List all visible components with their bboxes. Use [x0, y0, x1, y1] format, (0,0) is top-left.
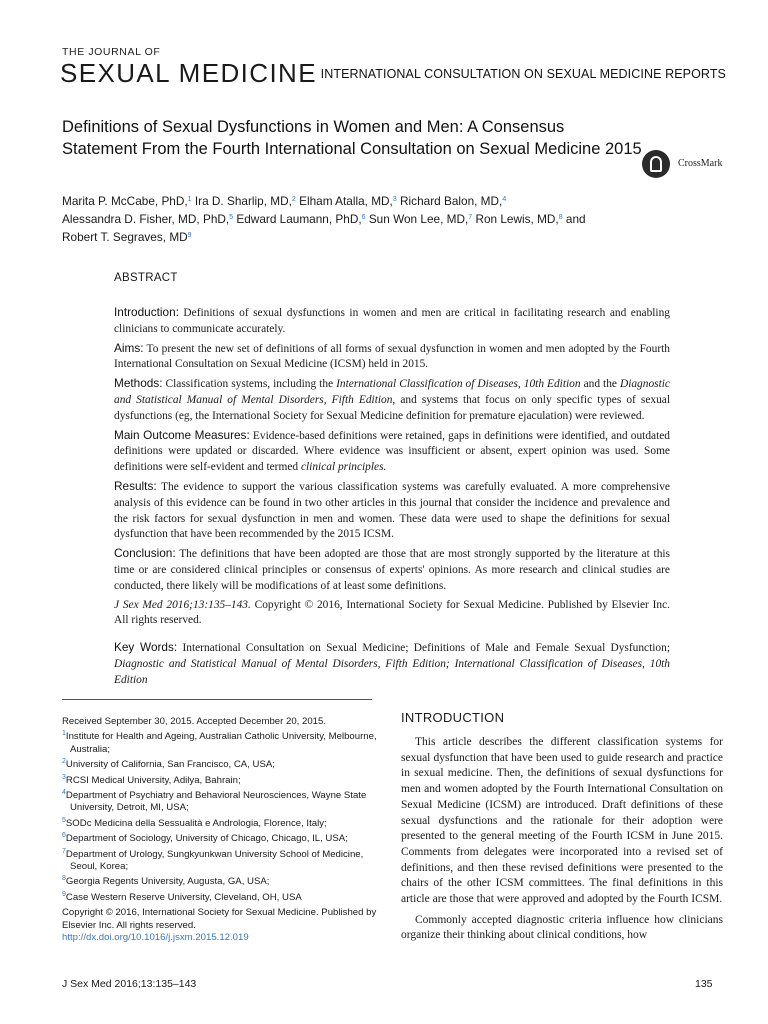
affiliation-text: Case Western Reserve University, Cleveland, OH, USA [65, 891, 302, 903]
abstract-text: Evidence-based definitions were retained, gaps in definitions were identified, and outdated definitions were updated or discarded. Where evidence was insufficient or absent, expert opinion was used. Some definitions were self-evident and termed [114, 429, 670, 474]
section-heading: INTERNATIONAL CONSULTATION ON SEXUAL MEDICINE REPORTS [320, 67, 726, 81]
footer-citation: J Sex Med 2016;13:135–143 [62, 978, 197, 990]
abstract-outcome [114, 428, 670, 476]
abstract-label: Key Words: [114, 640, 178, 655]
abstract-italic: International Classification of Diseases, 10th Edition [336, 378, 581, 391]
affiliation-number: 3 [62, 773, 66, 781]
paragraph: Commonly accepted diagnostic criteria influence how clinicians organize their thinking about clinical conditions, how [401, 913, 723, 942]
affiliation-number: 4 [62, 789, 66, 797]
author: Ira D. Sharlip, MD, [194, 194, 292, 208]
copyright-text: Copyright © 2016, International Society for Sexual Medicine. Published by Elsevier Inc. All rights reserved. [62, 907, 377, 931]
author: Marita P. McCabe, PhD, [62, 194, 188, 208]
abstract-keywords [114, 640, 670, 688]
doi-link[interactable]: http://dx.doi.org/10.1016/j.jsxm.2015.12.019 [62, 932, 249, 944]
crossmark-label: CrossMark [678, 158, 723, 169]
abstract-introduction [114, 305, 670, 338]
abstract-text: Classification systems, including the [165, 378, 334, 391]
keywords-text: International Consultation on Sexual Medicine; Definitions of Male and Female Sexual Dysfunction; [182, 642, 670, 655]
abstract-methods [114, 376, 670, 424]
abstract-label: Aims: [114, 340, 144, 355]
affiliation-text: University of California, San Francisco, CA, USA; [65, 759, 275, 771]
abstract-label: Conclusion: [114, 546, 176, 561]
journal-name-small: THE JOURNAL OF [62, 46, 161, 58]
page-number: 135 [695, 978, 713, 990]
affiliation-marker[interactable]: 4 [502, 196, 507, 203]
affiliation-number: 1 [62, 730, 66, 738]
crossmark-badge[interactable] [640, 148, 750, 184]
affiliation-marker[interactable]: 1 [187, 196, 192, 203]
affiliation-number: 8 [62, 875, 66, 883]
citation-text: Copyright © 2016, International Society for Sexual Medicine. Published by Elsevier Inc. All rights reserved. [114, 598, 670, 627]
affiliation [62, 818, 382, 830]
crossmark-icon [642, 150, 670, 178]
affiliation-marker[interactable]: 6 [361, 214, 366, 221]
abstract-body [114, 305, 670, 692]
abstract-results [114, 479, 670, 543]
affiliation-number: 6 [62, 832, 66, 840]
abstract-italic: clinical principles. [300, 461, 387, 474]
abstract-label: Results: [114, 478, 157, 493]
affiliation [62, 759, 382, 771]
affiliation-text: SODc Medicina della Sessualità e Andrologia, Florence, Italy; [65, 817, 327, 829]
affiliation [62, 892, 382, 904]
article-title: Definitions of Sexual Dysfunctions in Women and Men: A Consensus Statement From the Fourth International Consultation on Sexual Medicine 2015 [62, 118, 642, 158]
affiliation-text: Institute for Health and Ageing, Australian Catholic University, Melbourne, Australia; [65, 731, 377, 755]
abstract-text: The evidence to support the various classification systems was carefully evaluated. A more comprehensive analysis of this evidence can be found in two other articles in this journal that consider the incidence and prevalence and the risk factors for sexual dysfunction in men and women. These data were used to shape the definitions for sexual dysfunction that have been recommended by the 2015 ICSM. [114, 480, 670, 541]
authors-and: and [565, 212, 586, 226]
footnote-divider [62, 699, 372, 700]
affiliation-number: 2 [62, 758, 66, 766]
abstract-heading: ABSTRACT [114, 272, 178, 284]
abstract-text: , and systems that focus on only specific types of sexual dysfunctions (eg, the International Society for Sexual Medicine definition for premature ejaculation) were reviewed. [114, 393, 670, 422]
abstract-text: and the [583, 378, 617, 391]
keywords-italic: Diagnostic and Statistical Manual of Mental Disorders, Fifth Edition; International Classification of Diseases, 10th Edition [114, 657, 670, 686]
affiliation [62, 833, 382, 845]
abstract-text: Definitions of sexual dysfunctions in women and men are critical in facilitating research and enabling clinicians to communicate accurately. [114, 307, 670, 335]
received-dates: Received September 30, 2015. Accepted December 20, 2015. [62, 716, 326, 727]
abstract-italic: Diagnostic and Statistical Manual of Mental Disorders, Fifth Edition [114, 378, 670, 406]
abstract-label: Introduction: [114, 305, 179, 319]
journal-name-large: SEXUAL MEDICINE [60, 58, 317, 88]
footnotes [62, 716, 382, 945]
abstract-conclusion [114, 546, 670, 594]
affiliation-marker[interactable]: 7 [468, 214, 473, 221]
author: Richard Balon, MD, [400, 194, 503, 208]
affiliation-marker[interactable]: 5 [229, 214, 234, 221]
copyright-notice [62, 907, 382, 944]
affiliation [62, 849, 382, 874]
citation-italic: J Sex Med 2016;13:135–143. [114, 598, 251, 611]
affiliation-marker[interactable]: 9 [187, 232, 192, 239]
abstract-label: Methods: [114, 376, 163, 391]
affiliation [62, 876, 382, 888]
abstract-label: Main Outcome Measures: [114, 427, 250, 442]
author: Alessandra D. Fisher, MD, PhD, [62, 212, 230, 226]
affiliation [62, 790, 382, 815]
author: Ron Lewis, MD, [475, 212, 559, 226]
paragraph: This article describes the different classification systems for sexual dysfunction that have been used to guide research and practice in sexual medicine. Then, the definitions of sexual dysfunctions for men and women adopted by the Fourth International Consultation on Sexual Medicine (ICSM) are introduced. Draft definitions of these sexual dysfunctions and the rationale for their adoption were presented to the general meeting of the Fourth ICSM in June 2015. Comments from delegates were incorporated into a revised set of definitions, and then these revised definitions were presented to the chairs of the other ICSM committees. The final definitions in this article are those that were approved and adopted by the Fourth ICSM. [401, 736, 723, 906]
introduction-body [401, 735, 723, 949]
affiliation-number: 7 [62, 847, 66, 855]
author: Sun Won Lee, MD, [368, 212, 469, 226]
affiliation-number: 5 [62, 816, 66, 824]
affiliation-text: Department of Urology, Sungkyunkwan University School of Medicine, Seoul, Korea; [65, 848, 364, 873]
affiliation-text: Department of Psychiatry and Behavioral Neurosciences, Wayne State University, Detroit, MI, USA; [65, 790, 367, 814]
abstract-citation [114, 598, 670, 630]
affiliation-number: 9 [62, 890, 66, 898]
affiliation-text: Department of Sociology, University of Chicago, Chicago, IL, USA; [65, 833, 348, 845]
author: Robert T. Segraves, MD [62, 230, 188, 244]
author-list [62, 192, 712, 246]
affiliation-text: Georgia Regents University, Augusta, GA, USA; [65, 876, 270, 888]
abstract-text: The definitions that have been adopted are those that are most strongly supported by the literature at this time or are considered clinical principles or consensus of experts' opinions. As more research and clinical studies are conducted, there likely will be modifications of at least some definitions. [114, 548, 670, 592]
abstract-aims [114, 341, 670, 374]
abstract-text: To present the new set of definitions of all forms of sexual dysfunction in women and men adopted by the Fourth International Consultation on Sexual Medicine (ICSM) held in 2015. [114, 342, 670, 371]
affiliation-marker[interactable]: 2 [291, 196, 296, 203]
affiliation [62, 775, 382, 787]
affiliation [62, 731, 382, 756]
author: Elham Atalla, MD, [299, 194, 393, 208]
author: Edward Laumann, PhD, [236, 212, 362, 226]
introduction-heading: INTRODUCTION [401, 710, 505, 725]
affiliation-marker[interactable]: 8 [558, 214, 563, 221]
affiliation-text: RCSI Medical University, Adilya, Bahrain; [65, 774, 241, 786]
affiliation-marker[interactable]: 3 [392, 196, 397, 203]
